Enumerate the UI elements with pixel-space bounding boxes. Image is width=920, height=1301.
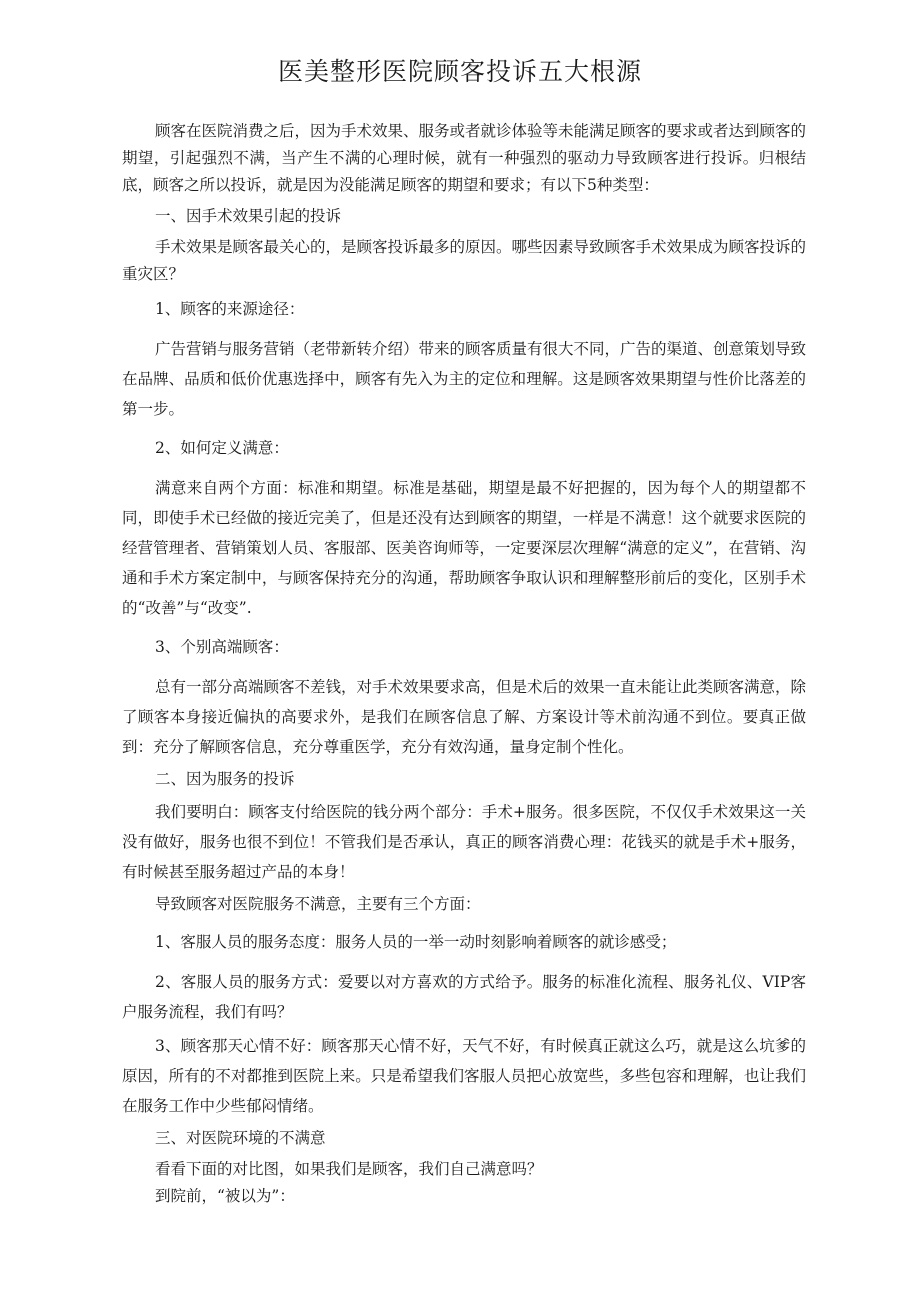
intro-paragraph: 顾客在医院消费之后，因为手术效果、服务或者就诊体验等未能满足顾客的要求或者达到顾客的期望，引起强烈不满，当产生不满的心理时候，就有一种强烈的驱动力导致顾客进行投诉。归根结底，顾客之所以投诉，就是因为没能满足顾客的期望和要求；有以下5种类型： (122, 122, 807, 194)
list-item: 2、客服人员的服务方式：爱要以对方喜欢的方式给予。服务的标准化流程、服务礼仪、VIP客户服务流程，我们有吗？ (122, 973, 806, 1021)
section-heading-3: 三、对医院环境的不满意 (155, 1129, 326, 1147)
list-item: 1、客服人员的服务态度：服务人员的一举一动时刻影响着顾客的就诊感受； (155, 933, 677, 951)
paragraph: 手术效果是顾客最关心的，是顾客投诉最多的原因。哪些因素导致顾客手术效果成为顾客投诉的重灾区？ (122, 238, 807, 283)
paragraph: 到院前，“被以为”： (155, 1187, 295, 1205)
subheading: 1、顾客的来源途径： (155, 300, 305, 318)
list-item: 3、顾客那天心情不好：顾客那天心情不好，天气不好，有时候真正就这么巧，就是这么坑爹的原因，所有的不对都推到医院上来。只是希望我们客服人员把心放宽些，多些包容和理解，也让我们在服务工作中少些郁闷情绪。 (122, 1037, 806, 1115)
paragraph: 导致顾客对医院服务不满意，主要有三个方面： (155, 895, 481, 913)
section-heading-1: 一、因手术效果引起的投诉 (155, 207, 342, 225)
paragraph: 满意来自两个方面：标准和期望。标准是基础，期望是最不好把握的，因为每个人的期望都不同，即使手术已经做的接近完美了，但是还没有达到顾客的期望，一样是不满意！这个就要求医院的经营管理者、营销策划人员、客服部、医美咨询师等，一定要深层次理解“满意的定义”，在营销、沟通和手术方案定制中，与顾客保持充分的沟通，帮助顾客争取认识和理解整形前后的变化，区别手术的“改善”与“改变”. (122, 479, 806, 617)
section-heading-2: 二、因为服务的投诉 (155, 770, 295, 788)
paragraph: 广告营销与服务营销（老带新转介绍）带来的顾客质量有很大不同，广告的渠道、创意策划导致在品牌、品质和低价优惠选择中，顾客有先入为主的定位和理解。这是顾客效果期望与性价比落差的第一步。 (122, 340, 807, 418)
document-title: 医美整形医院顾客投诉五大根源 (277, 57, 642, 86)
paragraph: 总有一部分高端顾客不差钱，对手术效果要求高，但是术后的效果一直未能让此类顾客满意，除了顾客本身接近偏执的高要求外，是我们在顾客信息了解、方案设计等术前沟通不到位。要真正做到：充分了解顾客信息，充分尊重医学，充分有效沟通，量身定制个性化。 (122, 678, 807, 756)
subheading: 3、个别高端顾客： (155, 638, 289, 656)
subheading: 2、如何定义满意： (155, 439, 289, 457)
paragraph: 我们要明白：顾客支付给医院的钱分两个部分：手术+服务。很多医院，不仅仅手术效果这一关没有做好，服务也很不到位！不管我们是否承认，真正的顾客消费心理：花钱买的就是手术+服务，有时候甚至服务超过产品的本身！ (122, 803, 806, 881)
document-body (122, 118, 806, 1210)
paragraph: 看看下面的对比图，如果我们是顾客，我们自己满意吗？ (155, 1160, 543, 1178)
